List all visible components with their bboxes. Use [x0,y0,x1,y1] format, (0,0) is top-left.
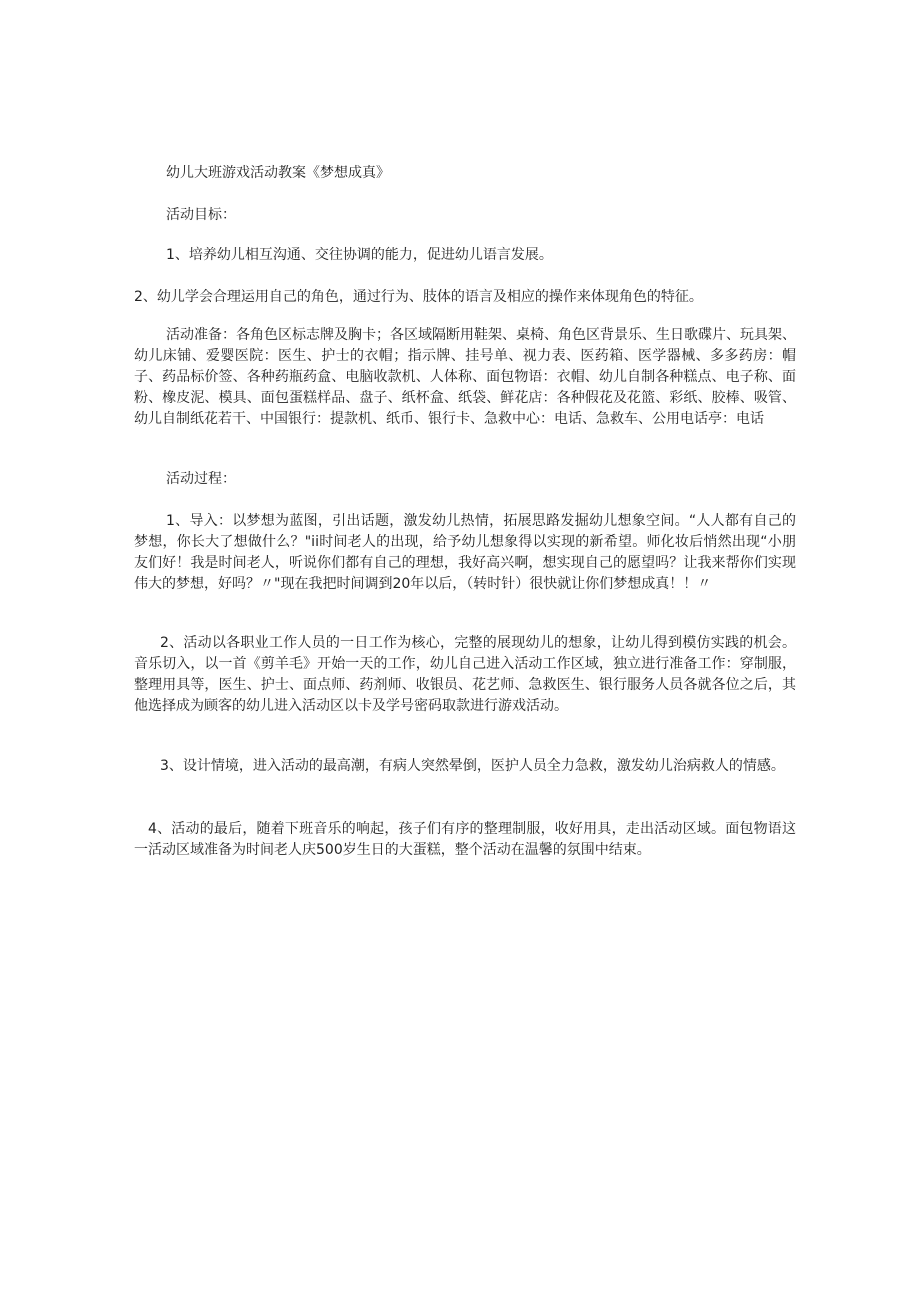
document-title: 幼儿大班游戏活动教案《梦想成真》 [166,165,390,181]
process-step-4: 4、活动的最后，随着下班音乐的响起，孩子们有序的整理制服，收好用具，走出活动区域。面包物语这一活动区域准备为时间老人庆500岁生日的大蛋糕，整个活动在温馨的氛围中结束。 [134,821,796,858]
process-step-1: 1、导入：以梦想为蓝图，引出话题，激发幼儿热情，拓展思路发掘幼儿想象空间。“人人都有自己的梦想，你长大了想做什么？"ii时间老人的出现，给予幼儿想象得以实现的新希望。师化妆后悄然出现“小朋友们好！我是时间老人，听说你们都有自己的理想，我好高兴啊，想实现自己的愿望吗？让我来帮你们实现伟大的梦想，好吗？〃"现在我把时间调到20年以后，（转时针）很快就让你们梦想成真！！〃 [134,513,796,592]
process-step-2: 2、活动以各职业工作人员的一日工作为核心，完整的展现幼儿的想象，让幼儿得到模仿实践的机会。音乐切入，以一首《剪羊毛》开始一天的工作，幼儿自己进入活动工作区域，独立进行准备工作：穿制服，整理用具等，医生、护士、面点师、药剂师、收银员、花艺师、急救医生、银行服务人员各就各位之后，其他选择成为顾客的幼儿进入活动区以卡及学号密码取款进行游戏活动。 [134,635,796,714]
goal-item-2: 2、幼儿学会合理运用自己的角色，通过行为、肢体的语言及相应的操作来体现角色的特征。 [134,289,703,305]
goals-heading: 活动目标： [166,207,236,223]
goal-item-1: 1、培养幼儿相互沟通、交往协调的能力，促进幼儿语言发展。 [166,247,553,263]
preparation-paragraph: 活动准备：各角色区标志牌及胸卡；各区域隔断用鞋架、桌椅、角色区背景乐、生日歌碟片、玩具架、幼儿床铺、爱婴医院：医生、护士的衣帽；指示牌、挂号单、视力表、医药箱、医学器械、多多药房：帽子、药品标价签、各种药瓶药盒、电脑收款机、人体称、面包物语：衣帽、幼儿自制各种糕点、电子称、面粉、橡皮泥、模具、面包蛋糕样品、盘子、纸杯盒、纸袋、鲜花店：各种假花及花篮、彩纸、胶棒、吸管、幼儿自制纸花若干、中国银行：提款机、纸币、银行卡、急救中心：电话、急救车、公用电话亭：电话 [134,327,796,427]
process-step-3: 3、设计情境，进入活动的最高潮，有病人突然晕倒，医护人员全力急救，激发幼儿治病救人的情感。 [160,758,785,774]
process-heading: 活动过程： [166,471,236,487]
